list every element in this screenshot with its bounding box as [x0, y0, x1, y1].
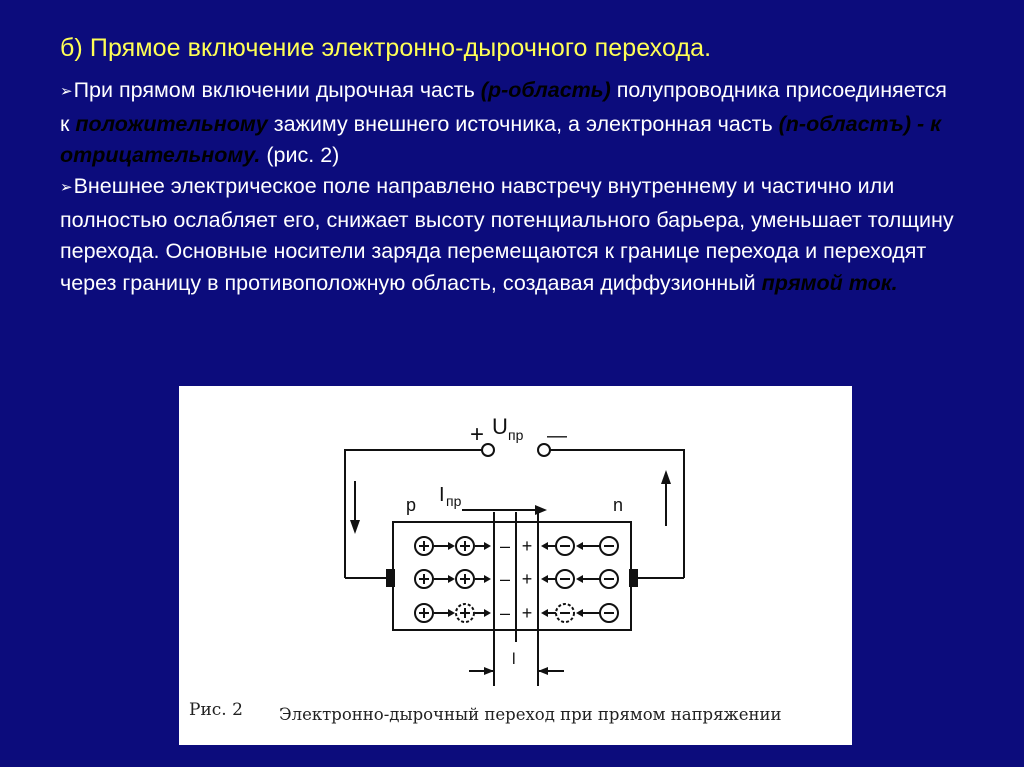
text: При прямом включении дырочная часть: [73, 78, 481, 102]
text: (рис. 2): [260, 143, 340, 167]
negative-ion: –: [499, 603, 511, 623]
figure-caption-label: Рис. 2: [189, 700, 243, 720]
left-contact: [386, 569, 395, 587]
text: полупроводника присоединяется к: [60, 78, 947, 136]
emphasis-n-region: (n-областъ) - к отрицательному.: [60, 111, 942, 167]
paragraph-external-field: [60, 171, 960, 299]
bullet-icon: ➢: [60, 179, 73, 196]
text: Внешнее электрическое поле направлено навстречу внутреннему и частично или полностью ослабляет его, снижает высоту потенциального барьера, уменьшает толщину перехода. Основные носители заряда перемещаются к границе перехода и переходят через границу в противоположную область, создавая диффузионный: [60, 174, 954, 295]
pn-junction-diagram: [179, 386, 852, 745]
text: зажиму внешнего источника, а электронная часть: [267, 111, 779, 136]
negative-ion: –: [499, 569, 511, 589]
positive-ion: +: [521, 536, 533, 556]
right-contact: [629, 569, 638, 587]
voltage-subscript: пр: [508, 427, 524, 443]
current-label: I: [439, 484, 445, 506]
slide-title: б) Прямое включение электронно-дырочного перехода.: [60, 34, 712, 62]
voltage-label: U: [492, 414, 508, 439]
plus-label: +: [470, 421, 485, 448]
emphasis-forward-current: прямой ток.: [761, 270, 898, 295]
figure-caption-text: Электронно-дырочный переход при прямом напряжении: [279, 705, 782, 724]
n-region-label: n: [613, 495, 624, 515]
pn-junction-figure: [179, 386, 852, 745]
emphasis-p-region: (р-область): [480, 78, 611, 102]
current-subscript: пр: [446, 493, 462, 509]
positive-ion: +: [521, 569, 533, 589]
positive-ion: +: [521, 603, 533, 623]
negative-ion: –: [499, 536, 511, 556]
paragraph-forward-connection: [60, 75, 960, 172]
minus-label: —: [547, 425, 567, 447]
p-region-label: р: [406, 495, 417, 515]
bullet-icon: ➢: [60, 83, 73, 100]
emphasis-positive: положительному: [75, 111, 268, 136]
junction-width-label: l: [512, 651, 516, 668]
